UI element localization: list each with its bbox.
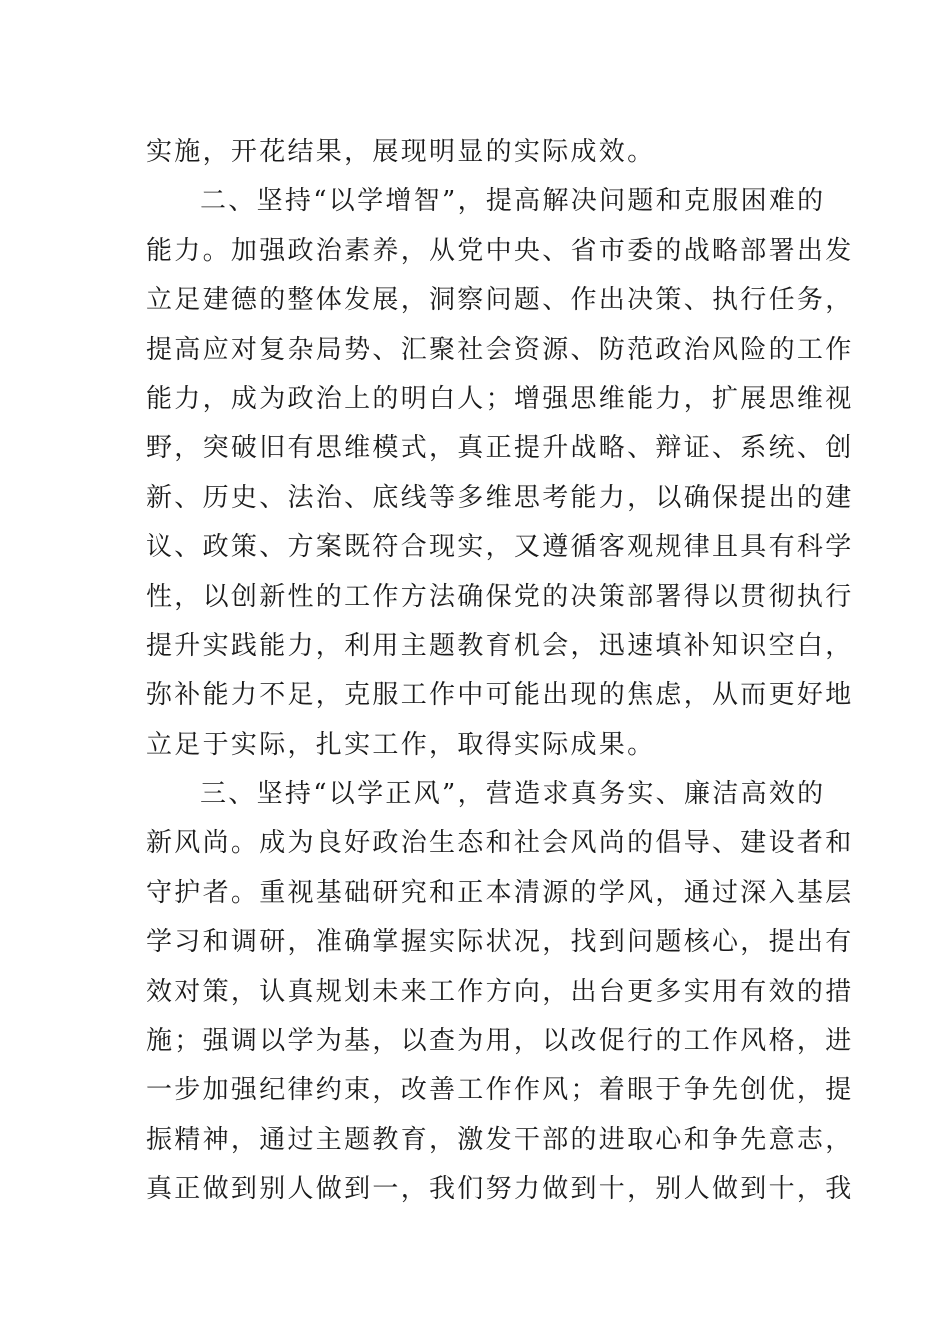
text-line: 弥补能力不足，克服工作中可能出现的焦虑，从而更好地 [146,680,854,711]
section-three-heading-line: 三、坚持“以学正风”，营造求真务实、廉洁高效的 [200,779,826,810]
text-line: 提升实践能力，利用主题教育机会，迅速填补知识空白， [146,630,854,661]
text-line: 一步加强纪律约束，改善工作作风；着眼于争先创优，提 [146,1075,854,1106]
text-line: 议、政策、方案既符合现实，又遵循客观规律且具有科学 [146,532,854,563]
text-line: 真正做到别人做到一，我们努力做到十，别人做到十，我 [146,1174,854,1205]
text-line: 新风尚。成为良好政治生态和社会风尚的倡导、建设者和 [146,828,854,859]
text-line: 振精神，通过主题教育，激发干部的进取心和争先意志， [146,1124,854,1155]
text-line: 施；强调以学为基，以查为用，以改促行的工作风格，进 [146,1026,854,1057]
text-line: 效对策，认真规划未来工作方向，出台更多实用有效的措 [146,976,854,1007]
text-line: 野，突破旧有思维模式，真正提升战略、辩证、系统、创 [146,433,854,464]
text-line: 立足建德的整体发展，洞察问题、作出决策、执行任务， [146,285,854,316]
text-line: 提高应对复杂局势、汇聚社会资源、防范政治风险的工作 [146,334,854,365]
section-two-heading-line: 二、坚持“以学增智”，提高解决问题和克服困难的 [200,186,826,217]
text-line: 立足于实际，扎实工作，取得实际成果。 [146,729,656,760]
text-line: 能力，成为政治上的明白人；增强思维能力，扩展思维视 [146,383,854,414]
text-line: 学习和调研，准确掌握实际状况，找到问题核心，提出有 [146,927,854,958]
text-line: 新、历史、法治、底线等多维思考能力，以确保提出的建 [146,482,854,513]
body-text [146,128,854,1215]
text-line: 能力。加强政治素养，从党中央、省市委的战略部署出发 [146,235,854,266]
text-line: 守护者。重视基础研究和正本清源的学风，通过深入基层 [146,877,854,908]
text-line: 性，以创新性的工作方法确保党的决策部署得以贯彻执行 [146,581,854,612]
text-line: 实施，开花结果，展现明显的实际成效。 [146,137,656,167]
